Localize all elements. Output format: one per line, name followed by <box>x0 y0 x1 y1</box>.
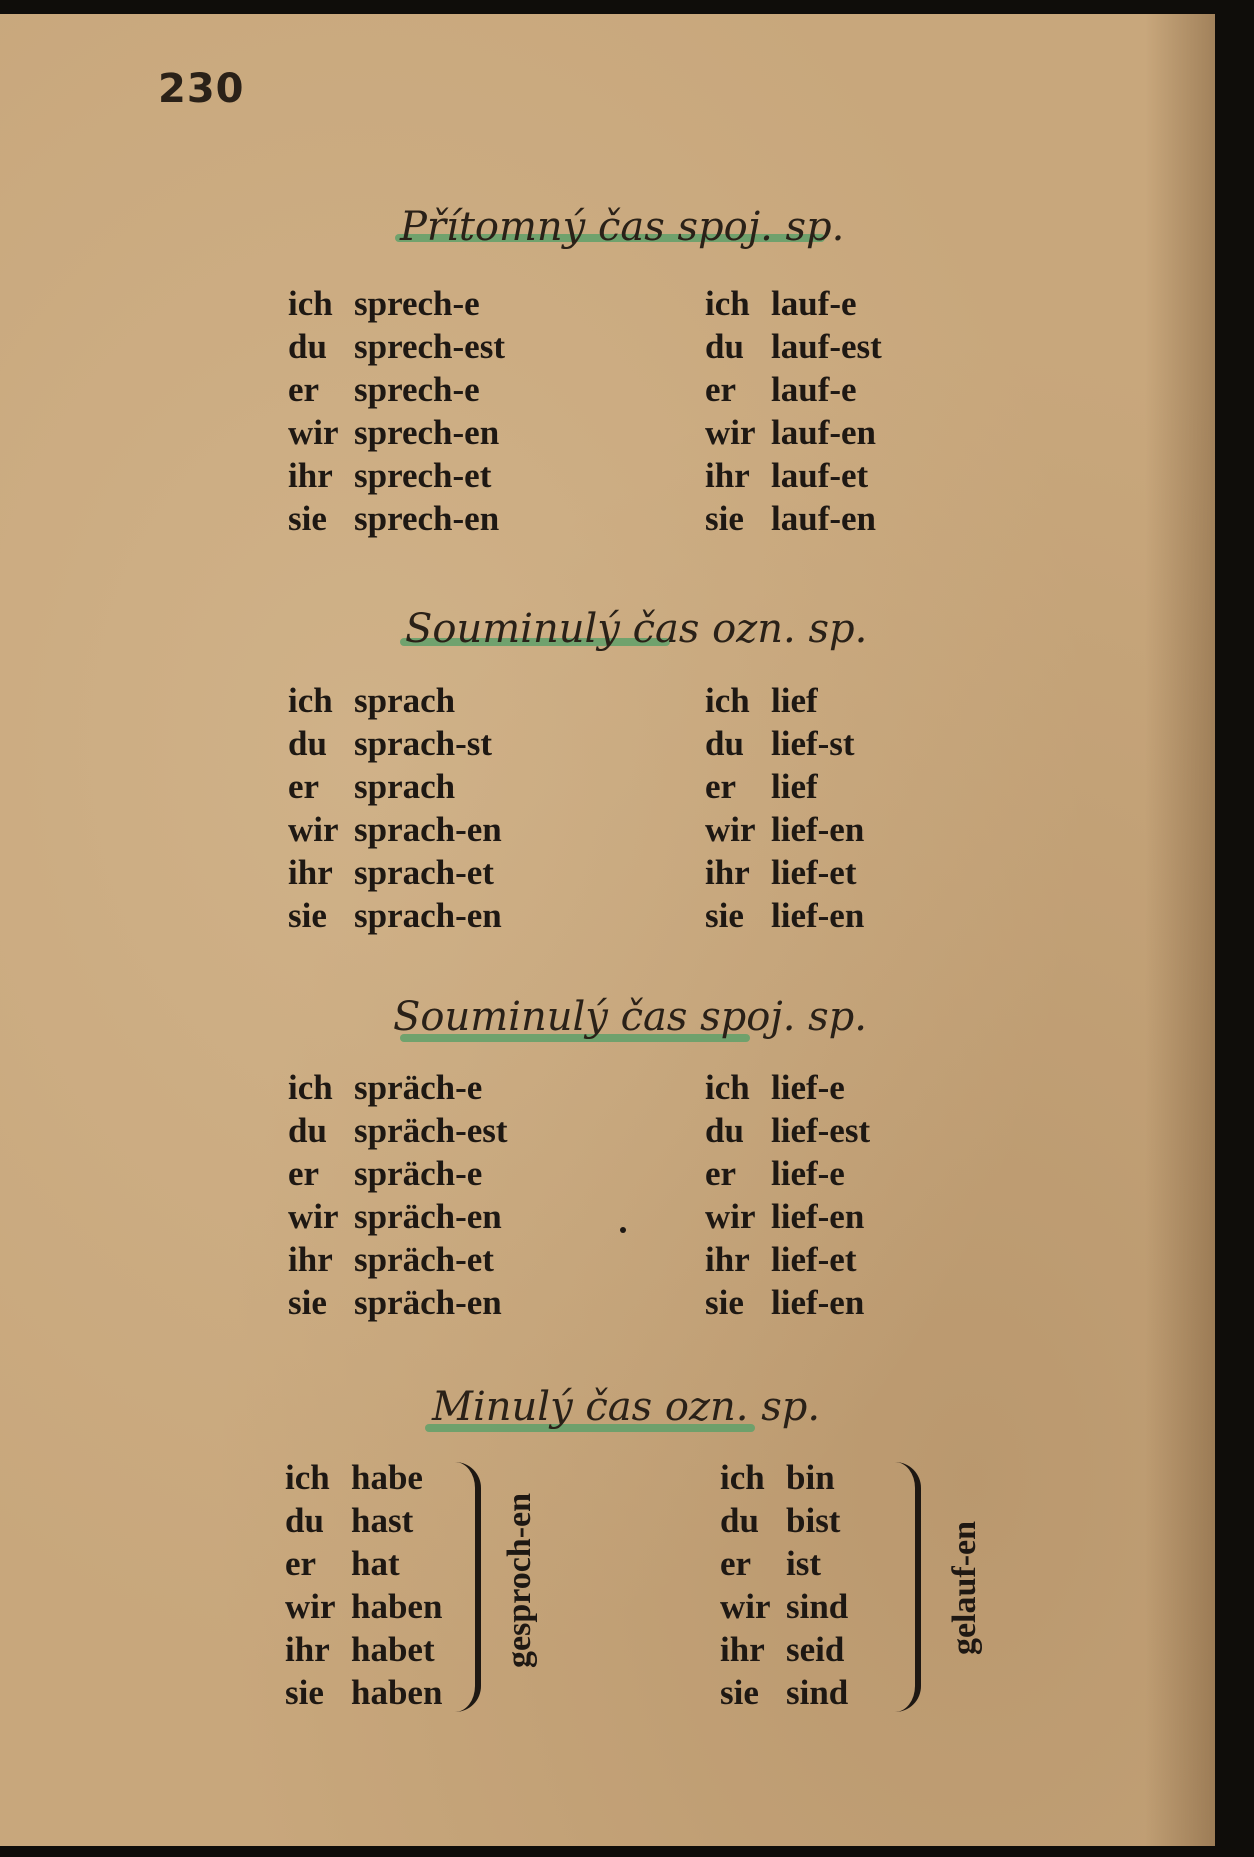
conjugation-row <box>288 325 505 368</box>
verb-form: lief-et <box>771 853 857 892</box>
pronoun: du <box>285 1501 324 1540</box>
pronoun: sie <box>288 896 327 935</box>
pronoun: sie <box>288 1283 327 1322</box>
pronoun: wir <box>705 1197 756 1236</box>
conjugation-row <box>288 1152 508 1195</box>
conjugation-row <box>720 1499 848 1542</box>
left-conjugation-column <box>288 282 505 540</box>
verb-form: sprach-et <box>354 853 494 892</box>
conjugation-row <box>720 1628 848 1671</box>
pronoun: sie <box>705 499 744 538</box>
pronoun: ihr <box>288 456 333 495</box>
verb-form: lief-e <box>771 1068 845 1107</box>
verb-form: hast <box>351 1501 414 1540</box>
verb-form: sprech-est <box>354 327 505 366</box>
verb-form: lief-est <box>771 1111 871 1150</box>
verb-form: sprech-e <box>354 284 480 323</box>
verb-form: haben <box>351 1673 443 1712</box>
conjugation-row <box>705 1238 870 1281</box>
conjugation-row <box>285 1499 442 1542</box>
verb-form: habet <box>351 1630 435 1669</box>
conjugation-row <box>288 894 502 937</box>
verb-form: lief <box>771 681 818 720</box>
verb-form: sprach-en <box>354 810 502 849</box>
verb-form: bin <box>786 1458 835 1497</box>
conjugation-row <box>288 282 505 325</box>
pronoun: er <box>288 1154 320 1193</box>
pronoun: sie <box>288 499 327 538</box>
verb-form: lief-et <box>771 1240 857 1279</box>
section-heading: Souminulý čas spoj. sp. <box>393 994 867 1040</box>
conjugation-row <box>285 1628 442 1671</box>
conjugation-row <box>288 1109 508 1152</box>
right-participle: gelauf-en <box>946 1520 983 1656</box>
conjugation-row <box>705 497 882 540</box>
verb-form: sprach <box>354 681 456 720</box>
conjugation-row <box>288 679 502 722</box>
verb-form: sprach-st <box>354 724 493 763</box>
verb-form: lauf-e <box>771 284 857 323</box>
verb-form: lief-e <box>771 1154 845 1193</box>
pronoun: er <box>285 1544 317 1583</box>
conjugation-row <box>705 411 882 454</box>
pronoun: sie <box>705 1283 744 1322</box>
conjugation-row <box>705 454 882 497</box>
pronoun: er <box>705 370 737 409</box>
verb-form: sprach-en <box>354 896 502 935</box>
verb-form: haben <box>351 1587 443 1626</box>
pronoun: ihr <box>705 853 750 892</box>
pronoun: ich <box>288 1068 333 1107</box>
verb-form: lauf-en <box>771 413 876 452</box>
right-conjugation-column <box>705 679 864 937</box>
pronoun: wir <box>705 810 756 849</box>
pronoun: wir <box>288 1197 339 1236</box>
conjugation-row <box>720 1585 848 1628</box>
verb-form: habe <box>351 1458 423 1497</box>
conjugation-row <box>705 1109 870 1152</box>
verb-form: sprech-e <box>354 370 480 409</box>
page-edge-shadow <box>1145 14 1215 1846</box>
book-page <box>0 14 1215 1846</box>
verb-form: lief-en <box>771 896 865 935</box>
left-participle: gesproch-en <box>501 1492 538 1668</box>
pronoun: ich <box>288 284 333 323</box>
verb-form: lauf-e <box>771 370 857 409</box>
pronoun: ich <box>705 1068 750 1107</box>
pronoun: ihr <box>285 1630 330 1669</box>
pronoun: wir <box>288 413 339 452</box>
conjugation-row <box>705 1195 870 1238</box>
verb-form: lauf-est <box>771 327 882 366</box>
verb-form: bist <box>786 1501 841 1540</box>
conjugation-row <box>288 722 502 765</box>
verb-form: lief <box>771 767 818 806</box>
pronoun: wir <box>705 413 756 452</box>
pronoun: sie <box>705 896 744 935</box>
verb-form: sprech-en <box>354 413 500 452</box>
conjugation-row <box>288 808 502 851</box>
conjugation-row <box>705 1281 870 1324</box>
verb-form: spräch-et <box>354 1240 494 1279</box>
conjugation-row <box>705 808 864 851</box>
conjugation-row <box>288 851 502 894</box>
conjugation-row <box>288 454 505 497</box>
pronoun: ihr <box>288 853 333 892</box>
pronoun: sie <box>720 1673 759 1712</box>
right-conjugation-column <box>705 282 882 540</box>
conjugation-row <box>288 1281 508 1324</box>
pronoun: wir <box>288 810 339 849</box>
conjugation-row <box>705 325 882 368</box>
verb-form: spräch-en <box>354 1197 502 1236</box>
conjugation-row <box>720 1456 848 1499</box>
pronoun: ich <box>705 681 750 720</box>
pronoun: ihr <box>705 456 750 495</box>
pronoun: ihr <box>720 1630 765 1669</box>
pronoun: du <box>705 327 744 366</box>
verb-form: lauf-et <box>771 456 869 495</box>
conjugation-row <box>705 894 864 937</box>
conjugation-row <box>705 1152 870 1195</box>
conjugation-row <box>288 1238 508 1281</box>
conjugation-row <box>285 1671 442 1714</box>
pronoun: wir <box>720 1587 771 1626</box>
section-heading: Souminulý čas ozn. sp. <box>405 606 868 652</box>
verb-form: sprech-en <box>354 499 500 538</box>
left-conjugation-column <box>288 1066 508 1324</box>
conjugation-row <box>705 679 864 722</box>
conjugation-row <box>705 282 882 325</box>
verb-form: spräch-e <box>354 1068 483 1107</box>
verb-form: lief-en <box>771 1197 865 1236</box>
left-brace <box>455 1462 481 1712</box>
conjugation-row <box>720 1671 848 1714</box>
left-conjugation-column <box>288 679 502 937</box>
pronoun: er <box>288 767 320 806</box>
verb-form: lief-en <box>771 810 865 849</box>
pronoun: sie <box>285 1673 324 1712</box>
verb-form: sind <box>786 1587 849 1626</box>
conjugation-row <box>288 1066 508 1109</box>
pronoun: ich <box>288 681 333 720</box>
verb-form: seid <box>786 1630 845 1669</box>
pronoun: du <box>705 1111 744 1150</box>
pronoun: ihr <box>288 1240 333 1279</box>
conjugation-row <box>720 1542 848 1585</box>
pronoun: du <box>288 327 327 366</box>
verb-form: ist <box>786 1544 821 1583</box>
pronoun: er <box>720 1544 752 1583</box>
verb-form: lief-en <box>771 1283 865 1322</box>
right-brace <box>895 1462 921 1712</box>
pronoun: ich <box>705 284 750 323</box>
conjugation-row <box>705 765 864 808</box>
verb-form: spräch-en <box>354 1283 502 1322</box>
conjugation-row <box>705 1066 870 1109</box>
conjugation-row <box>705 368 882 411</box>
pronoun: er <box>705 767 737 806</box>
conjugation-row <box>285 1585 442 1628</box>
pronoun: er <box>705 1154 737 1193</box>
pronoun: ich <box>720 1458 765 1497</box>
conjugation-row <box>705 722 864 765</box>
conjugation-row <box>288 497 505 540</box>
verb-form: sind <box>786 1673 849 1712</box>
section-heading: Minulý čas ozn. sp. <box>432 1384 821 1430</box>
verb-form: spräch-e <box>354 1154 483 1193</box>
verb-form: sprach <box>354 767 456 806</box>
pronoun: du <box>720 1501 759 1540</box>
verb-form: sprech-et <box>354 456 492 495</box>
pronoun: du <box>288 1111 327 1150</box>
right-conjugation-column <box>720 1456 848 1714</box>
pronoun: er <box>288 370 320 409</box>
page-number: 230 <box>158 66 245 112</box>
verb-form: spräch-est <box>354 1111 508 1150</box>
pronoun: du <box>705 724 744 763</box>
verb-form: hat <box>351 1544 400 1583</box>
pronoun: ihr <box>705 1240 750 1279</box>
right-conjugation-column <box>705 1066 870 1324</box>
pronoun: ich <box>285 1458 330 1497</box>
conjugation-row <box>285 1542 442 1585</box>
pronoun: du <box>288 724 327 763</box>
left-conjugation-column <box>285 1456 442 1714</box>
conjugation-row <box>288 368 505 411</box>
pronoun: wir <box>285 1587 336 1626</box>
verb-form: lief-st <box>771 724 855 763</box>
stray-dot <box>620 1227 626 1233</box>
verb-form: lauf-en <box>771 499 876 538</box>
conjugation-row <box>285 1456 442 1499</box>
conjugation-row <box>288 765 502 808</box>
conjugation-row <box>288 411 505 454</box>
conjugation-row <box>288 1195 508 1238</box>
conjugation-row <box>705 851 864 894</box>
section-heading: Přítomný čas spoj. sp. <box>400 204 845 250</box>
